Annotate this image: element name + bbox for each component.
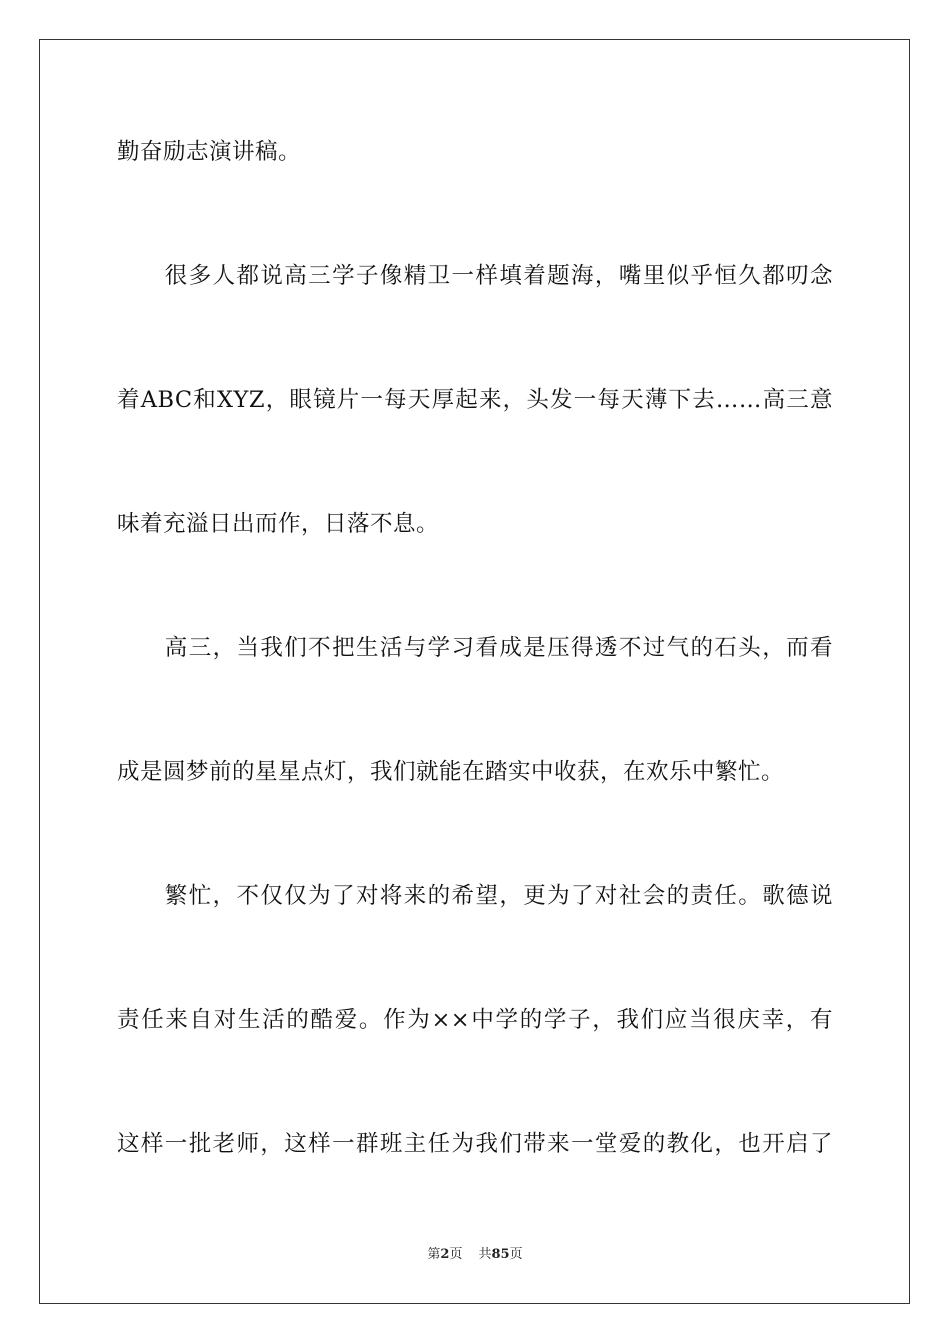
text-line-2: 很多人都说高三学子像精卫一样填着题海，嘴里似乎恒久都叨念 bbox=[117, 263, 833, 289]
text-line-3: 着ABC和XYZ，眼镜片一每天厚起来，头发一每天薄下去……高三意 bbox=[117, 387, 833, 413]
total-suffix: 页 bbox=[509, 1247, 523, 1262]
page-number: 2 bbox=[440, 1247, 450, 1262]
text-line-8: 责任来自对生活的酷爱。作为××中学的学子，我们应当很庆幸，有 bbox=[117, 1007, 833, 1033]
text-line-6: 成是圆梦前的星星点灯，我们就能在踏实中收获，在欢乐中繁忙。 bbox=[117, 759, 785, 785]
total-pages: 85 bbox=[491, 1247, 510, 1262]
page-suffix: 页 bbox=[449, 1247, 463, 1262]
text-line-9: 这样一批老师，这样一群班主任为我们带来一堂爱的教化，也开启了 bbox=[117, 1131, 833, 1157]
text-line-4: 味着充溢日出而作，日落不息。 bbox=[117, 511, 440, 537]
text-line-5: 高三，当我们不把生活与学习看成是压得透不过气的石头，而看 bbox=[117, 635, 833, 661]
page-prefix: 第 bbox=[427, 1247, 441, 1262]
total-prefix: 共 bbox=[478, 1247, 492, 1262]
text-line-7: 繁忙，不仅仅为了对将来的希望，更为了对社会的责任。歌德说 bbox=[117, 883, 833, 909]
text-line-1: 勤奋励志演讲稿。 bbox=[117, 139, 302, 165]
page-footer bbox=[0, 1246, 950, 1264]
page-border bbox=[39, 39, 910, 1304]
